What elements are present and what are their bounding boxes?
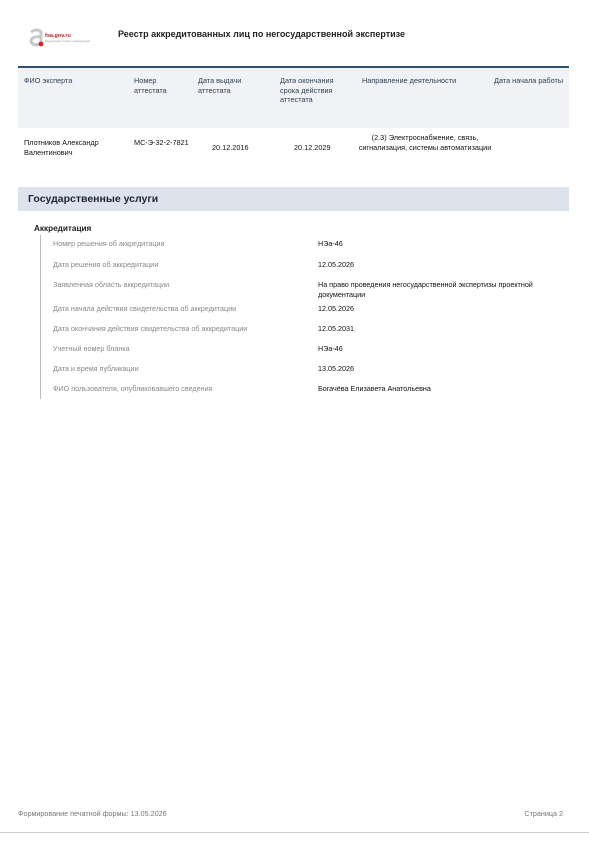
cell-issue-date: 20.12.2016 [212,143,249,152]
footer-divider [0,832,589,833]
field-label: Заявленная область аккредитации [53,280,170,289]
cell-certificate-number: МС-Э-32-2-7821 [134,138,189,147]
field-label: Дата и время публикации [53,364,139,373]
column-header-issue-date: Дата выдачи аттестата [198,76,242,95]
field-label: Номер решения об аккредитации [53,239,165,248]
field-value: 13.05.2026 [318,364,354,373]
fsa-logo [28,27,98,49]
column-header-start-date: Дата начала работы [494,76,564,85]
field-value: На право проведения негосударственной экспертизы проектной документации [318,280,533,299]
field-value: 12.05.2031 [318,324,354,333]
document-title: Реестр аккредитованных лиц по негосударственной экспертизе [118,29,406,39]
column-header-certificate: Номер аттестата [134,76,167,95]
divider [40,235,41,399]
column-header-direction: Направление деятельности [362,76,457,85]
column-header-end-date: Дата окончания срока действия аттестата [280,76,334,104]
column-header-name: ФИО эксперта [24,76,73,85]
experts-table [18,66,569,178]
field-value: Богачёва Елизавета Анатольевна [318,384,431,393]
logo-subtext: Федеральная служба по аккредитации [45,40,90,43]
cell-direction: (2.3) Электроснабжение, связь, сигнализация, системы автоматизации [358,133,492,152]
page-number: Страница 2 [524,809,563,818]
table-header [18,66,569,128]
field-value: НЭа-46 [318,344,343,353]
field-label: Дата окончания действия свидетельства об аккредитации [53,324,248,333]
cell-end-date: 20.12.2029 [294,143,331,152]
field-label: Дата решения об аккредитации [53,260,159,269]
section-header [18,187,569,211]
cell-expert-name: Плотников Александр Валентинович [24,138,99,157]
section-title: Государственные услуги [28,193,159,205]
field-value: 12.05.2026 [318,260,354,269]
print-date: Формирование печатной формы: 13.05.2026 [18,809,167,818]
logo-text: fsa.gov.ru [45,33,71,39]
field-value: НЭа-46 [318,239,343,248]
field-label: Учетный номер бланка [53,344,130,353]
field-label: ФИО пользователя, опубликовавшего сведения [53,384,213,393]
table-row [18,128,569,178]
field-label: Дата начала действия свидетельства об аккредитации [53,304,237,313]
field-value: 12.05.2026 [318,304,354,313]
fsa-logo-icon [28,27,46,49]
subsection-title: Аккредитация [34,224,92,233]
